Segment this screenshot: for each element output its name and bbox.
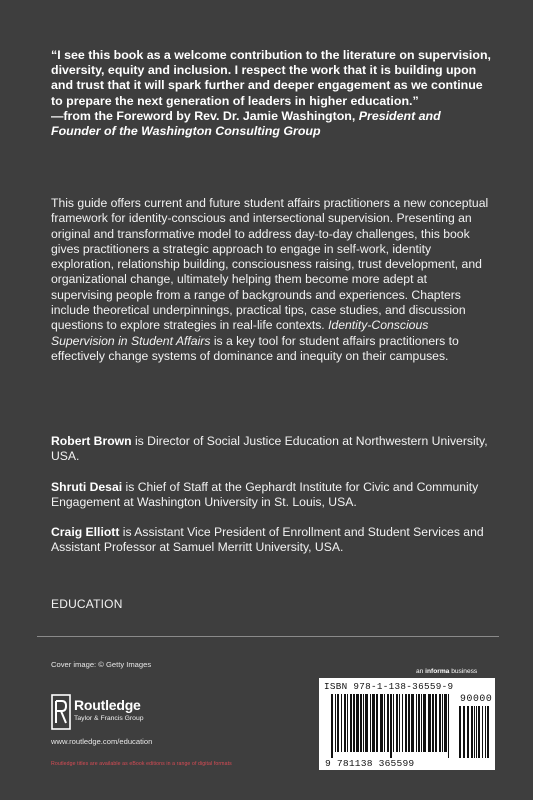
- subject-category: EDUCATION: [51, 597, 123, 611]
- book-description: [51, 196, 491, 364]
- barcode-number: 9 781138 365599: [325, 758, 415, 769]
- author-bio: [51, 434, 491, 465]
- author-name: Craig Elliott: [51, 525, 120, 540]
- description-text: This guide offers current and future student affairs practitioners a new conceptual framework for identity-conscious and intersectional supervision. Presenting an original and transformative model to address day-to-day challenges, this book gives practitioners a strategic approach to engage in self-work, identity exploration, relationship building, consciousness raising, trust development, and organizational change, ultimately helping them become more adept at supervising people from a range of backgrounds and experiences. Chapters include theoretical underpinnings, practical tips, case studies, and discussion questions to explore strategies in real-life contexts.: [51, 196, 489, 333]
- author-bio: [51, 525, 491, 556]
- attribution-prefix: —from the Foreword by Rev. Dr. Jamie Washington,: [51, 108, 359, 123]
- author-name: Robert Brown: [51, 434, 132, 448]
- informa-prefix: an: [416, 668, 426, 675]
- isbn-addon: 90000: [460, 693, 493, 704]
- isbn-barcode: [319, 678, 495, 770]
- author-bio-text: is Assistant Vice President of Enrollment and Student Services and Assistant Professor at Samuel Merritt University, USA.: [51, 525, 484, 555]
- isbn-label: ISBN 978-1-138-36559-9: [324, 681, 454, 692]
- endorsement-quote: [51, 48, 491, 139]
- ebook-note: Routledge titles are available as eBook editions in a range of digital formats: [51, 761, 232, 767]
- author-name: Shruti Desai: [51, 479, 123, 494]
- divider: [37, 636, 499, 637]
- quote-attribution: [51, 109, 491, 139]
- publisher-logo: [51, 694, 191, 734]
- routledge-r-icon: [51, 694, 71, 730]
- author-bio-text: is Director of Social Justice Education at Northwestern University, USA.: [51, 434, 488, 464]
- cover-credit: Cover image: © Getty Images: [51, 660, 152, 669]
- author-bio-text: is Chief of Staff at the Gephardt Institute for Civic and Community Engagement at Washington University in St. Louis, USA.: [51, 479, 479, 509]
- author-bios: [51, 434, 491, 571]
- publisher-url: www.routledge.com/education: [51, 737, 153, 746]
- publisher-name: Routledge: [74, 697, 141, 713]
- author-bio: [51, 480, 491, 511]
- quote-text: “I see this book as a welcome contribution to the literature on supervision, diversity, equity and inclusion. I respect the work that it is building upon and trust that it will spark further and deeper engagement as we continue to prepare the next generation of leaders in higher education.”: [51, 48, 491, 108]
- description-book-title: Identity-Conscious Supervision in Student Affairs: [51, 318, 429, 348]
- informa-suffix: business: [449, 668, 478, 675]
- informa-business-label: [416, 668, 477, 675]
- attribution-role: President and Founder of the Washington Consulting Group: [51, 108, 441, 139]
- description-closing: is a key tool for student affairs practitioners to effectively change systems of dominance and inequity on their campuses.: [51, 333, 459, 363]
- publisher-tagline: Taylor & Francis Group: [74, 715, 144, 722]
- informa-name: informa: [425, 668, 450, 675]
